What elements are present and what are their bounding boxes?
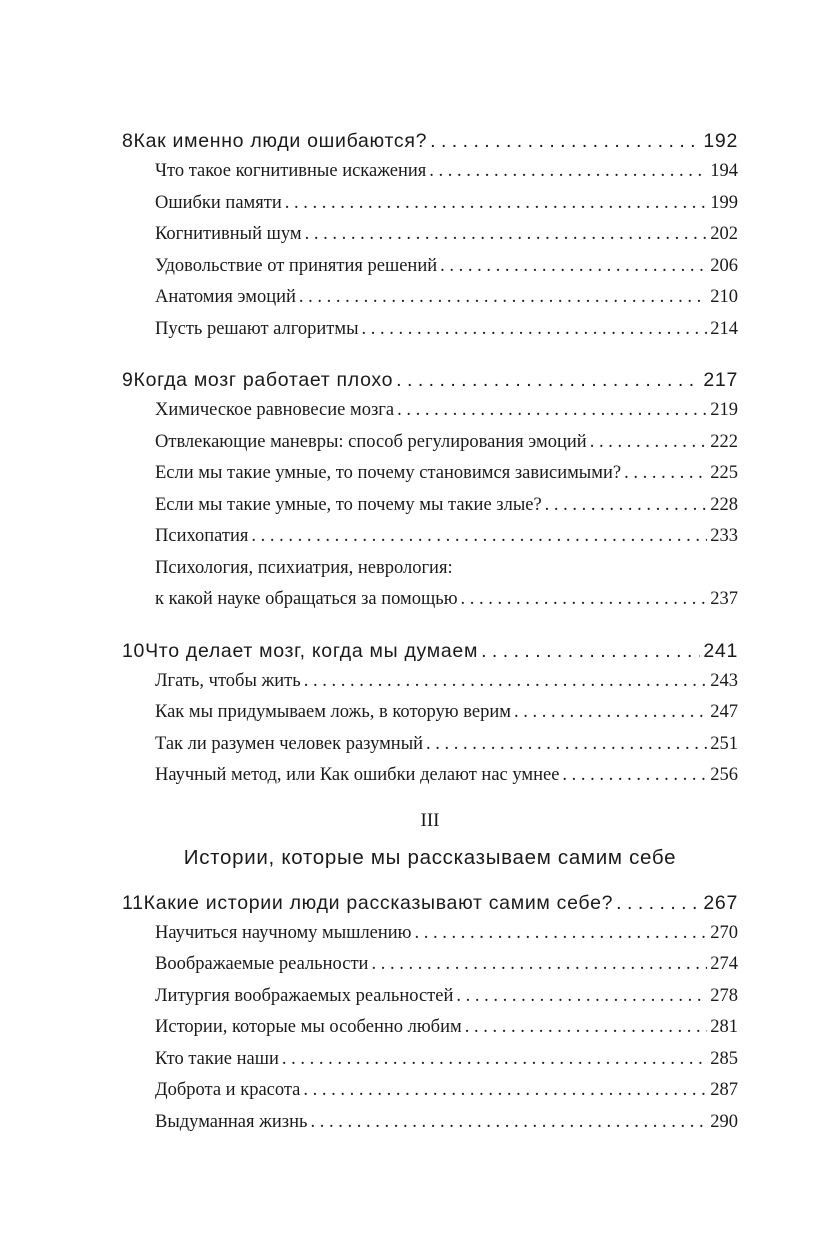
chapter-title: Какие истории люди рассказывают самим себе?: [143, 891, 614, 914]
entry-title: Научиться научному мышлению: [155, 922, 412, 943]
page-number: 241: [703, 639, 738, 662]
dot-leader: [590, 427, 708, 459]
entry-title: Удовольствие от принятия решений: [155, 255, 438, 276]
entry-title: Как мы придумываем ложь, в которую верим: [155, 702, 511, 722]
toc-entry[interactable]: [122, 427, 738, 459]
page-number: 251: [710, 733, 738, 754]
toc-chapter-10[interactable]: [122, 636, 738, 666]
toc-entry[interactable]: [122, 251, 738, 283]
toc-chapter-8[interactable]: [122, 126, 738, 156]
page-number: 256: [710, 765, 738, 785]
section-gap: [122, 616, 738, 636]
dot-leader: [397, 395, 707, 427]
dot-leader: [285, 188, 708, 220]
dot-leader: [396, 365, 700, 395]
chapter-number: 11: [122, 891, 144, 914]
entry-title: Когнитивный шум: [155, 224, 302, 244]
dot-leader: [461, 584, 708, 616]
entry-title: Истории, которые мы особенно любим: [155, 1017, 462, 1037]
entry-title: Воображаемые реальности: [155, 954, 369, 974]
entry-title-line-2: к какой науке обращаться за помощью: [155, 589, 458, 609]
part-title: Истории, которые мы рассказываем самим себе: [183, 845, 677, 869]
toc-entry[interactable]: [122, 760, 738, 792]
toc-entry[interactable]: [122, 219, 738, 251]
dot-leader: [304, 666, 708, 698]
toc-entry[interactable]: [122, 697, 738, 729]
dot-leader: [299, 282, 707, 314]
dot-leader: [465, 1012, 708, 1044]
toc-entry[interactable]: [122, 949, 738, 981]
toc-entry[interactable]: [122, 729, 738, 761]
page-number: 214: [710, 318, 738, 339]
page-number: 206: [710, 255, 738, 276]
page-number: 192: [703, 130, 738, 152]
page-number: 290: [710, 1111, 738, 1132]
dot-leader: [616, 888, 700, 918]
page-number: 287: [710, 1080, 738, 1100]
dot-leader: [624, 458, 707, 490]
dot-leader: [282, 1044, 707, 1076]
entry-title: Лгать, чтобы жить: [155, 670, 301, 691]
toc-entry[interactable]: [122, 458, 738, 490]
entry-title: Пусть решают алгоритмы: [155, 318, 359, 339]
toc-entry[interactable]: [122, 490, 738, 522]
dot-leader: [371, 949, 707, 981]
toc-entry[interactable]: [122, 1044, 738, 1076]
toc-entry[interactable]: [122, 156, 738, 188]
page-number: 243: [710, 670, 738, 691]
dot-leader: [430, 126, 700, 156]
dot-leader: [514, 697, 707, 729]
page-number: 237: [710, 589, 738, 609]
dot-leader: [415, 918, 708, 950]
entry-title: Выдуманная жизнь: [155, 1111, 308, 1132]
dot-leader: [456, 981, 707, 1013]
page-number: 194: [710, 161, 738, 181]
part-heading: [122, 806, 738, 876]
entry-title: Психопатия: [155, 526, 249, 546]
page-number: 225: [710, 463, 738, 483]
toc-entry[interactable]: [122, 1012, 738, 1044]
toc-entry[interactable]: [122, 666, 738, 698]
page-number: 285: [710, 1048, 738, 1069]
entry-title-line-1: Психология, психиатрия, неврология:: [155, 557, 453, 578]
page-number: 199: [710, 192, 738, 213]
entry-title: Анатомия эмоций: [155, 287, 296, 307]
page-number: 202: [710, 224, 738, 244]
page-number: 278: [710, 985, 738, 1006]
toc-entry[interactable]: [122, 188, 738, 220]
page-number: 267: [703, 891, 738, 914]
entry-title: Химическое равновесие мозга: [155, 400, 395, 420]
chapter-title: Когда мозг работает плохо: [133, 369, 394, 391]
page-number: 233: [710, 526, 738, 546]
dot-leader: [305, 219, 708, 251]
page-number: 247: [710, 702, 738, 722]
toc-chapter-9[interactable]: [122, 365, 738, 395]
toc-entry[interactable]: [122, 981, 738, 1013]
entry-title: Если мы такие умные, то почему становимся зависимыми?: [155, 463, 622, 483]
entry-title: Доброта и красота: [155, 1080, 301, 1100]
entry-title: Что такое когнитивные искажения: [155, 161, 427, 181]
chapter-title: Что делает мозг, когда мы думаем: [145, 639, 479, 662]
page-number: 274: [710, 954, 738, 974]
dot-leader: [362, 314, 708, 346]
dot-leader: [303, 1075, 707, 1107]
entry-title: Литургия воображаемых реальностей: [155, 985, 454, 1006]
page-number: 228: [710, 494, 738, 515]
chapter-number: 10: [122, 639, 146, 662]
toc-entry[interactable]: [122, 1107, 738, 1139]
dot-leader: [429, 156, 707, 188]
dot-leader: [481, 636, 700, 666]
toc-entry-multiline-second[interactable]: [122, 584, 738, 616]
toc-entry[interactable]: [122, 282, 738, 314]
page-number: 219: [710, 400, 738, 420]
toc-entry[interactable]: [122, 918, 738, 950]
entry-title: Если мы такие умные, то почему мы такие злые?: [155, 494, 542, 515]
dot-leader: [545, 490, 708, 522]
page-number: 210: [710, 287, 738, 307]
entry-title: Научный метод, или Как ошибки делают нас умнее: [155, 765, 560, 785]
toc-chapter-11[interactable]: [122, 888, 738, 918]
chapter-number: 8: [122, 130, 134, 152]
table-of-contents: [122, 126, 738, 1138]
dot-leader: [440, 251, 707, 283]
entry-title: Ошибки памяти: [155, 192, 282, 213]
page-number: 217: [703, 369, 738, 391]
toc-entry-multiline-first[interactable]: [122, 553, 738, 585]
entry-title: Кто такие наши: [155, 1048, 279, 1069]
chapter-title: Как именно люди ошибаются?: [133, 130, 428, 152]
entry-title: Так ли разумен человек разумный: [155, 733, 424, 754]
toc-entry[interactable]: [122, 395, 738, 427]
page-number: 222: [710, 431, 738, 452]
page-number: 281: [710, 1017, 738, 1037]
toc-entry[interactable]: [122, 314, 738, 346]
part-number: III: [420, 809, 440, 831]
toc-entry[interactable]: [122, 521, 738, 553]
page-number: 270: [710, 922, 738, 943]
dot-leader: [562, 760, 707, 792]
dot-leader: [426, 729, 707, 761]
dot-leader: [251, 521, 707, 553]
chapter-number: 9: [122, 369, 134, 391]
dot-leader: [310, 1107, 707, 1139]
entry-title: Отвлекающие маневры: способ регулирования эмоций: [155, 431, 587, 452]
section-gap: [122, 345, 738, 365]
toc-entry[interactable]: [122, 1075, 738, 1107]
